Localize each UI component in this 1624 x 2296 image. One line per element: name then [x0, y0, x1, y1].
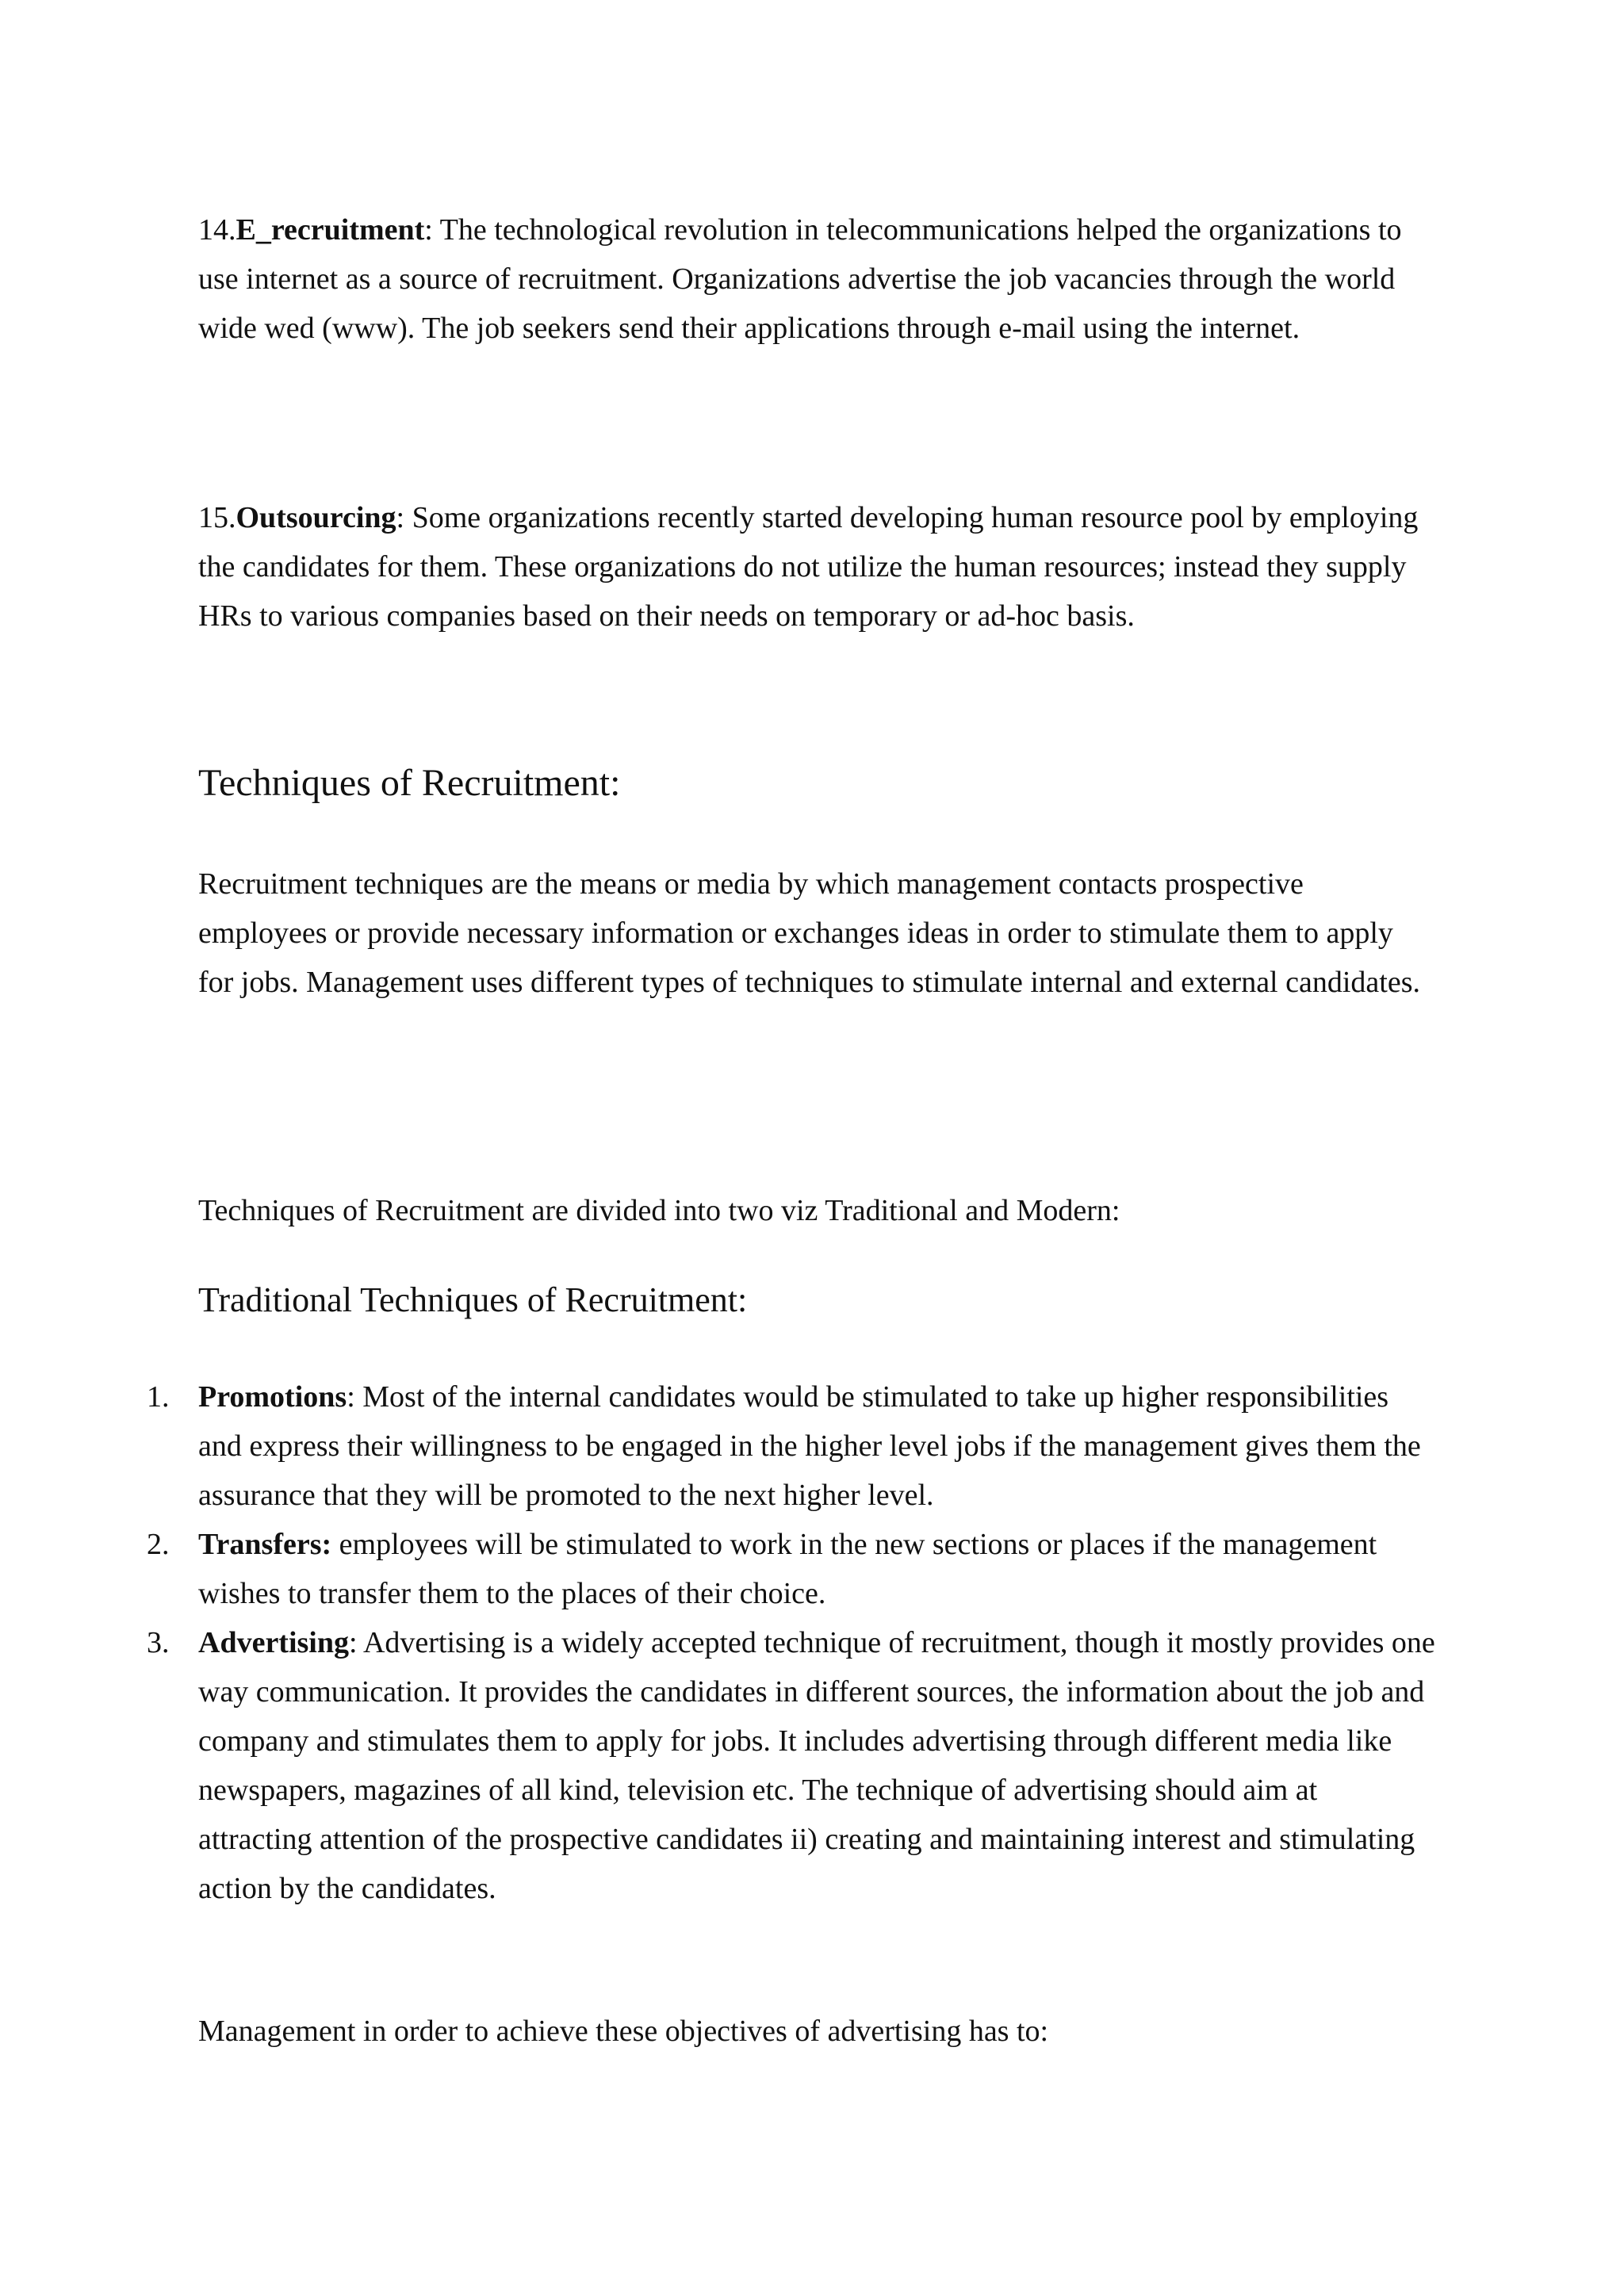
heading-traditional: Traditional Techniques of Recruitment: — [198, 1280, 748, 1319]
divided-line: Techniques of Recruitment are divided into two viz Traditional and Modern: — [198, 1194, 1120, 1227]
section-number: 15. — [198, 501, 236, 534]
list-term: Promotions — [198, 1380, 347, 1414]
list-text: employees will be stimulated to work in the new sections or places if the management wishes to transfer them to the places of their choice. — [198, 1528, 1377, 1610]
list-number: 2. — [147, 1528, 170, 1561]
list-item — [147, 1618, 1435, 1913]
list-item — [147, 1372, 1435, 1520]
section-term: Outsourcing — [236, 501, 396, 534]
list-term: Transfers: — [198, 1528, 332, 1561]
list-number: 1. — [147, 1380, 170, 1414]
list-number: 3. — [147, 1626, 170, 1659]
list-text: : Most of the internal candidates would be stimulated to take up higher responsibilities and express their willingness to be engaged in the higher level jobs if the management gives them the assurance that they will be promoted to the next higher level. — [198, 1380, 1421, 1512]
closing-line: Management in order to achieve these objectives of advertising has to: — [198, 2015, 1049, 2048]
section-outsourcing — [198, 493, 1435, 641]
section-term: E_recruitment — [236, 213, 425, 247]
section-text: : Some organizations recently started developing human resource pool by employing the candidates for them. These organizations do not utilize the human resources; instead they supply HRs to various companies based on their needs on temporary or ad-hoc basis. — [198, 501, 1419, 633]
section-text: : The technological revolution in telecommunications helped the organizations to use internet as a source of recruitment. Organizations advertise the job vacancies through the world wide wed (www). The job seekers send their applications through e-mail using the internet. — [198, 213, 1402, 345]
traditional-techniques-list — [147, 1372, 1435, 1913]
list-item — [147, 1520, 1435, 1618]
section-e-recruitment — [198, 205, 1435, 353]
section-number: 14. — [198, 213, 236, 247]
heading-techniques: Techniques of Recruitment: — [198, 762, 621, 804]
intro-paragraph: Recruitment techniques are the means or media by which management contacts prospective employees or provide necessary information or exchanges ideas in order to stimulate them to apply for jobs. Management uses different types of techniques to stimulate internal and external candidates. — [198, 867, 1420, 999]
list-text: : Advertising is a widely accepted technique of recruitment, though it mostly provides one way communication. It provides the candidates in different sources, the information about the job and company and stimulates them to apply for jobs. It includes advertising through different media like newspapers, magazines of all kind, television etc. The technique of advertising should aim at attracting attention of the prospective candidates ii) creating and maintaining interest and stimulating action by the candidates. — [198, 1626, 1435, 1905]
list-term: Advertising — [198, 1626, 349, 1659]
